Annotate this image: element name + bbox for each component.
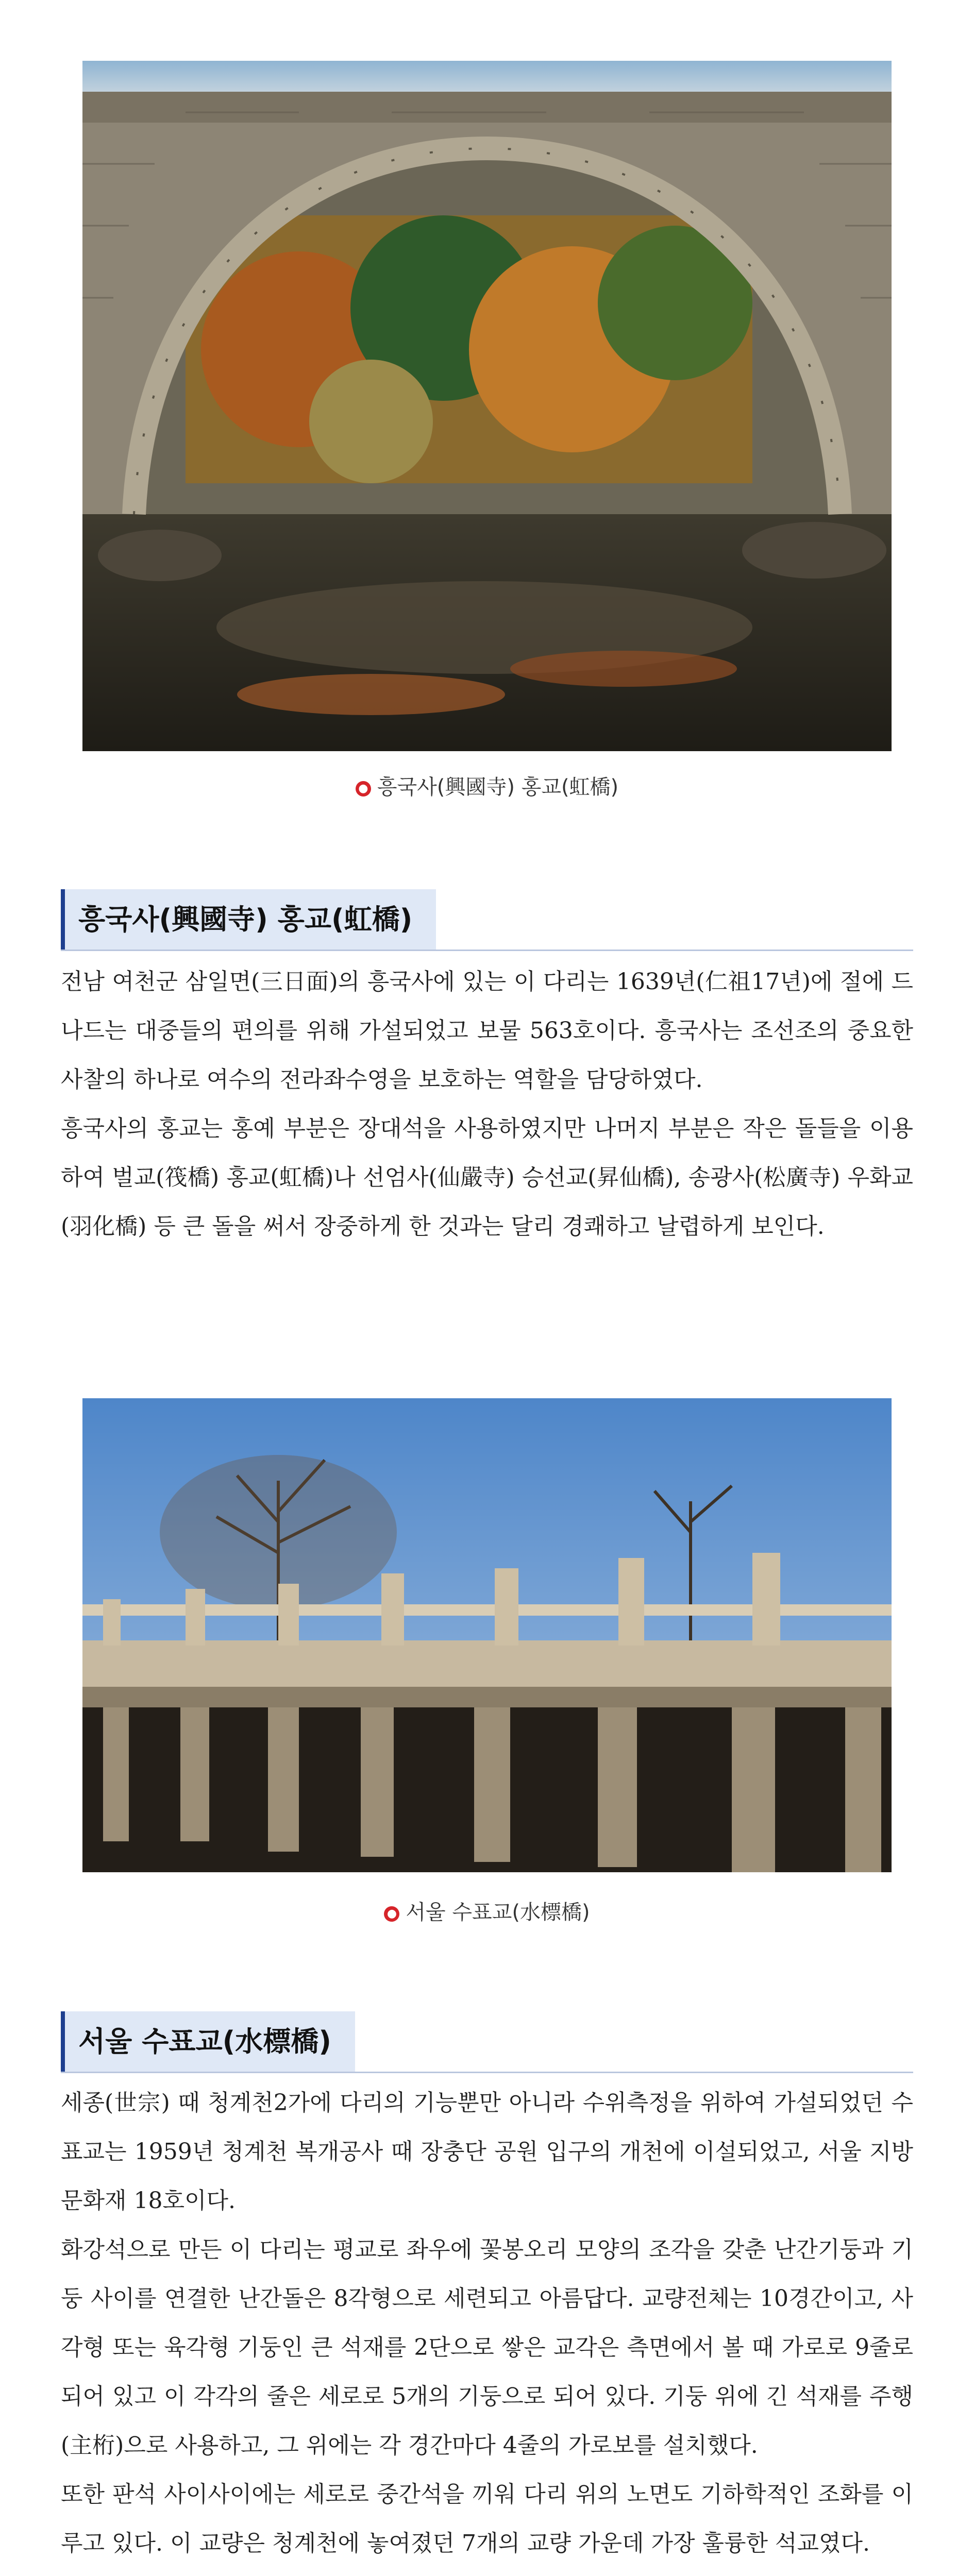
heungguksa-bridge-photo bbox=[82, 61, 892, 751]
section-heading-text: 서울 수표교(水標橋) bbox=[78, 2025, 331, 2058]
supyogyo-bridge-photo bbox=[82, 1398, 892, 1872]
paragraph: 또한 판석 사이사이에는 세로로 중간석을 끼워 다리 위의 노면도 기하학적인 조화를 이루고 있다. 이 교량은 청계천에 놓여졌던 7개의 교량 가운데 가장 훌륭한 석교였다. bbox=[61, 2481, 913, 2556]
heading-underline bbox=[61, 2072, 913, 2073]
caption-text: 흥국사(興國寺) 홍교(虹橋) bbox=[377, 775, 619, 799]
paragraph: 전남 여천군 삼일면(三日面)의 흥국사에 있는 이 다리는 1639년(仁祖17년)에 절에 드나드는 대중들의 편의를 위해 가설되었고 보물 563호이다. 흥국사는 조선조의 중요한 사찰의 하나로 여수의 전라좌수영을 보호하는 역할을 담당하였다. bbox=[61, 969, 913, 1093]
section-heading-text: 흥국사(興國寺) 홍교(虹橋) bbox=[78, 903, 413, 936]
stone-arch-bridge-image bbox=[82, 61, 892, 751]
paragraph: 화강석으로 만든 이 다리는 평교로 좌우에 꽃봉오리 모양의 조각을 갖춘 난간기둥과 기둥 사이를 연결한 난간돌은 8각형으로 세련되고 아름답다. 교량전체는 10경간이고, 사각형 또는 육각형 기둥인 큰 석재를 2단으로 쌓은 교각은 측면에서 볼 때 가로로 9줄로 되어 있고 이 각각의 줄은 세로로 5개의 기둥으로 되어 있다. 기둥 위에 긴 석재를 주행(主桁)으로 사용하고, 그 위에는 각 경간마다 4줄의 가로보를 설치했다. bbox=[61, 2236, 913, 2459]
pin-icon: ● bbox=[384, 1906, 399, 1922]
section-body bbox=[61, 2078, 913, 2568]
paragraph: 세종(世宗) 때 청계천2가에 다리의 기능뿐만 아니라 수위측정을 위하여 가설되었던 수표교는 1959년 청계천 복개공사 때 장충단 공원 입구의 개천에 이설되었고, 서울 지방문화재 18호이다. bbox=[61, 2090, 914, 2214]
photo-caption bbox=[0, 771, 974, 800]
pin-icon: ● bbox=[356, 781, 371, 796]
paragraph: 흥국사의 홍교는 홍예 부분은 장대석을 사용하였지만 나머지 부분은 작은 돌들을 이용하여 벌교(筏橋) 홍교(虹橋)나 선엄사(仙嚴寺) 승선교(昇仙橋), 송광사(松廣寺) 우화교(羽化橋) 등 큰 돌을 써서 장중하게 한 것과는 달리 경쾌하고 날렵하게 보인다. bbox=[61, 1115, 914, 1240]
flat-stone-bridge-image bbox=[82, 1398, 892, 1872]
section-heading bbox=[61, 2011, 355, 2072]
heading-underline bbox=[61, 950, 913, 951]
photo-caption bbox=[0, 1896, 974, 1925]
caption-text: 서울 수표교(水標橋) bbox=[406, 1901, 590, 1924]
section-body bbox=[61, 957, 913, 1251]
section-heading bbox=[61, 889, 436, 950]
